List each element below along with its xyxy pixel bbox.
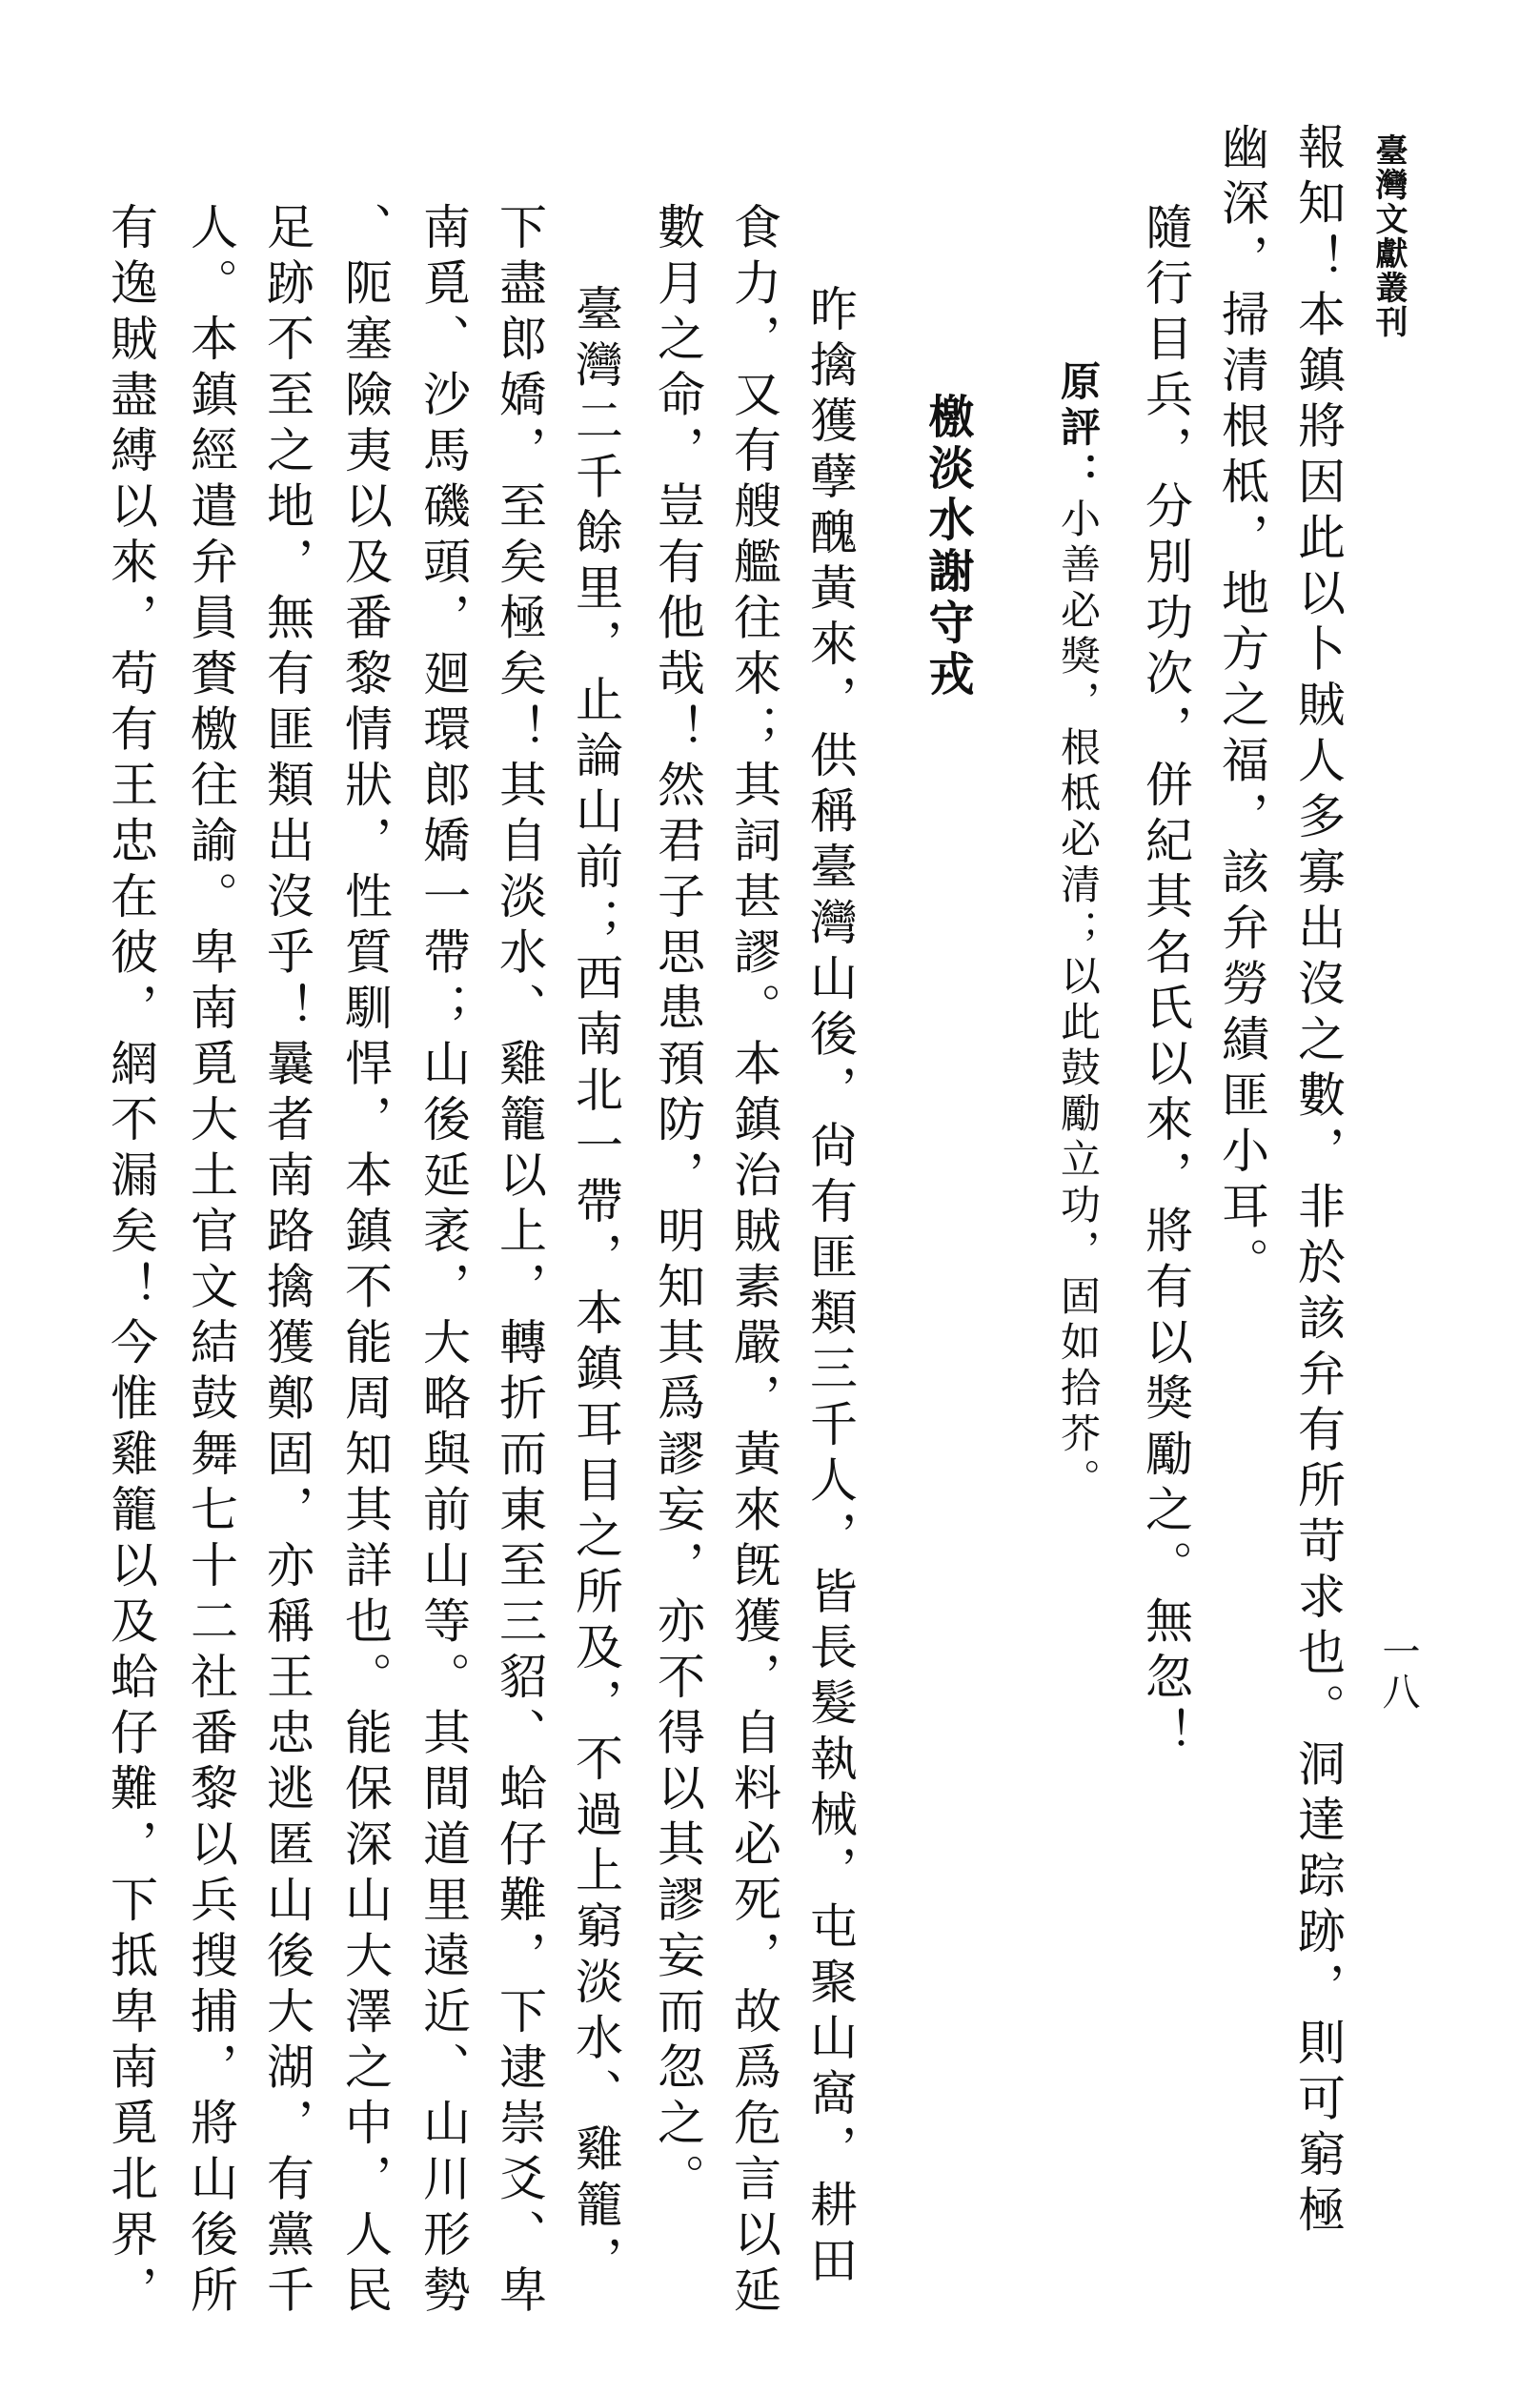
text-column-3: 隨行目兵，分別功次，併紀其名氏以來，將有以獎勵之。無忽！ — [1138, 202, 1193, 1763]
text-column-2: 幽深，掃清根柢，地方之福，該弁勞績匪小耳。 — [1214, 122, 1269, 1293]
text-column-7: 食力，又有艘艦往來；其詞甚謬。本鎮治賊素嚴，黃來旣獲，自料必死，故爲危言以延 — [726, 202, 781, 2321]
commentary-label: 原評： — [1055, 360, 1102, 497]
text-column-13: 足跡不至之地，無有匪類出沒乎！曩者南路擒獲鄭固，亦稱王忠逃匿山後大湖，有黨千 — [259, 202, 314, 2321]
text-column-11: 南覓、沙馬磯頭，廻環郎嬌一帶；山後延袤，大略與前山等。其間道里遠近、山川形勢 — [415, 202, 471, 2321]
commentary-text: 小善必獎，根柢必清；以此鼓勵立功，固如拾芥。 — [1055, 497, 1102, 1504]
text-column-12: 、阨塞險夷以及番黎情狀，性質馴悍，本鎮不能周知其詳也。能保深山大澤之中，人民 — [337, 202, 393, 2321]
text-column-1: 報知！本鎮將因此以卜賊人多寡出沒之數，非於該弁有所苛求也。洞達踪跡，則可窮極 — [1290, 122, 1346, 2241]
text-column-10: 下盡郎嬌，至矣極矣！其自淡水、雞籠以上，轉折而東至三貂、蛤仔難，下逮崇爻、卑 — [492, 202, 547, 2321]
text-column-14: 人。本鎮經遣弁員賚檄往諭。卑南覓大土官文結鼓舞七十二社番黎以兵搜捕，將山後所 — [183, 202, 238, 2321]
text-column-8: 數月之命，豈有他哉！然君子思患預防，明知其爲謬妄，亦不得以其謬妄而忽之。 — [650, 202, 705, 2209]
text-column-9: 臺灣二千餘里，止論山前；西南北一帶，本鎮耳目之所及，不過上窮淡水、雞籠， — [568, 284, 623, 2291]
running-title: 臺灣文獻叢刊 — [1369, 133, 1408, 339]
section-heading: 檄淡水謝守戎 — [921, 393, 974, 701]
text-column-6: 昨擒獲孽醜黃來，供稱臺灣山後，尙有匪類三千人，皆長髮執械，屯聚山窩，耕田 — [802, 284, 858, 2291]
commentary-column — [1055, 360, 1102, 2362]
text-column-15: 有逸賊盡縛以來，苟有王忠在彼，網不漏矣！今惟雞籠以及蛤仔難，下抵卑南覓北界， — [103, 202, 158, 2321]
page-number: 一八 — [1376, 1632, 1420, 1712]
